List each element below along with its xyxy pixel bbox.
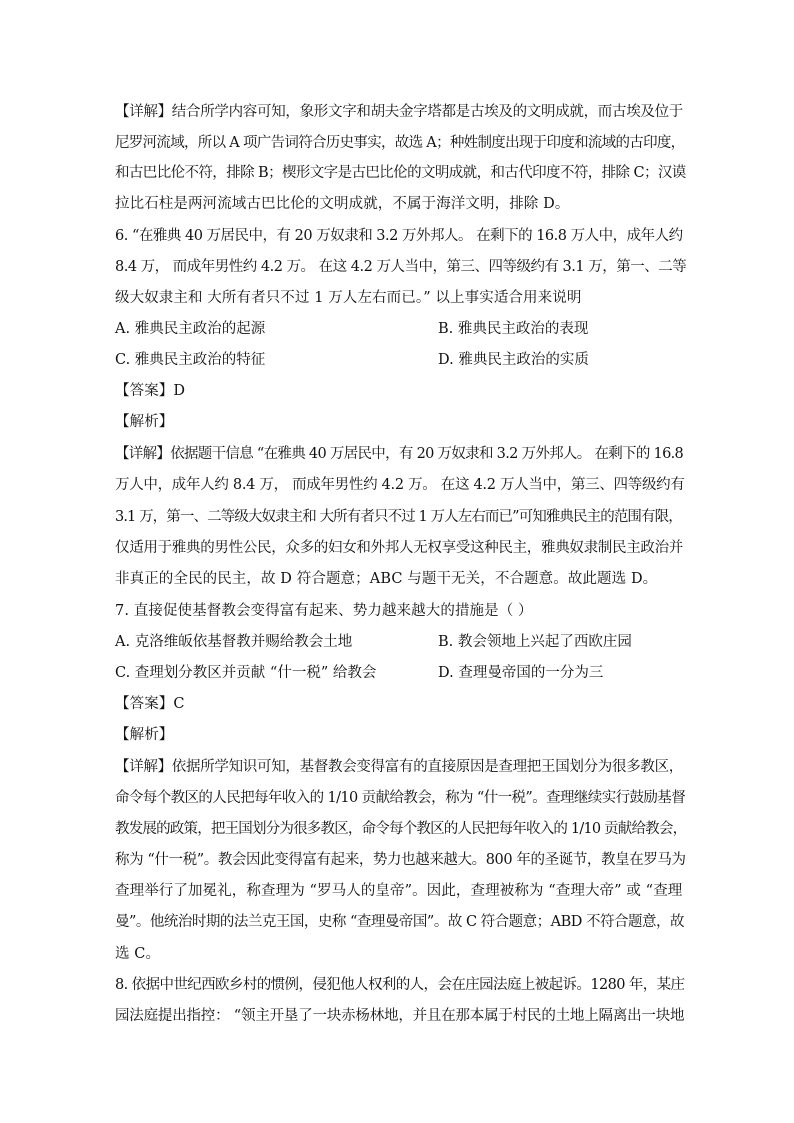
q7-detail-line-4: 称为 “什一税”。教会因此变得富有起来，势力也越来越大。800 年的圣诞节，教皇在罗马为 [115,852,686,868]
q7-detail-line-3: 教发展的政策，把王国划分为很多教区，命令每个教区的人民把每年收入的 1/10 贡献给教会， [115,821,687,837]
q5-detail-line-4: 拉比石柱是两河流域古巴比伦的文明成就，不属于海洋文明，排除 D。 [115,196,570,212]
q6-option-c[interactable]: C. 雅典民主政治的特征 [115,352,266,368]
q6-option-a[interactable]: A. 雅典民主政治的起源 [115,321,266,337]
q7-answer: 【答案】C [115,696,185,712]
q7-option-b[interactable]: B. 教会领地上兴起了西欧庄园 [438,634,632,650]
q7-detail-line-1: 【详解】依据所学知识可知，基督教会变得富有的直接原因是查理把王国划分为很多教区， [115,759,683,775]
q5-detail-line-3: 和古巴比伦不符，排除 B；楔形文字是古巴比伦的文明成就，和古代印度不符，排除 C；汉谟 [115,165,686,181]
q7-detail-line-5: 查理举行了加冕礼，称查理为 “罗马人的皇帝”。因此，查理被称为 “查理大帝” 或 “查理 [115,883,683,899]
q6-detail-line-2: 万人中，成年人约 8.4 万， 而成年男性约 4.2 万。 在这 4.2 万人当中，第三、四等级约有 [115,477,685,493]
q6-detail-line-4: 仅适用于雅典的男性公民，众多的妇女和外邦人无权享受这种民主，雅典奴隶制民主政治并 [115,540,683,556]
q8-stem-line-2: 园法庭提出指控： “领主开垦了一块赤杨林地，并且在那本属于村民的土地上隔离出一块地 [115,1008,685,1024]
q6-detail-line-3: 3.1 万，第一、二等级大奴隶主和 大所有者只不过 1 万人左右而已”可知雅典民主的范围有限， [115,509,682,525]
q7-option-c[interactable]: C. 查理划分教区并贡献 “什一税” 给教会 [115,665,377,681]
q7-analysis-label: 【解析】 [115,727,174,743]
q6-stem-line-2: 8.4 万， 而成年男性约 4.2 万。 在这 4.2 万人当中，第三、四等级约有 3.1 万，第一、二等 [115,259,687,275]
q7-detail-line-2: 命令每个教区的人民把每年收入的 1/10 贡献给教会，称为 “什一税”。查理继续实行鼓励基督 [115,790,686,806]
q5-detail-line-2: 尼罗河流域，所以 A 项广告词符合历史事实，故选 A；种姓制度出现于印度和流域的古印度， [115,135,685,151]
q6-stem-line-3: 级大奴隶主和 大所有者只不过 1 万人左右而已。” 以上事实适合用来说明 [115,290,582,306]
q6-option-d[interactable]: D. 雅典民主政治的实质 [438,352,589,368]
q6-answer: 【答案】D [115,383,186,399]
q7-detail-line-7: 选 C。 [115,946,161,962]
q6-option-b[interactable]: B. 雅典民主政治的表现 [438,321,589,337]
q6-detail-line-1: 【详解】依据题干信息 “在雅典 40 万居民中，有 20 万奴隶和 3.2 万外邦人。 在剩下的 16.8 [115,446,684,462]
q7-detail-line-6: 曼”。他统治时期的法兰克王国，史称 “查理曼帝国”。故 C 符合题意；ABD 不符合题意，故 [115,914,685,930]
q8-stem-line-1: 8. 依据中世纪西欧乡村的惯例，侵犯他人权利的人，会在庄园法庭上被起诉。1280 年，某庄 [115,977,685,993]
q6-stem-line-1: 6. “在雅典 40 万居民中，有 20 万奴隶和 3.2 万外邦人。 在剩下的 16.8 万人中，成年人约 [115,228,683,244]
q6-detail-line-5: 非真正的全民的民主，故 D 符合题意；ABC 与题干无关，不合题意。故此题选 D。 [115,571,658,587]
q7-stem: 7. 直接促使基督教会变得富有起来、势力越来越大的措施是（ ） [115,603,533,619]
q5-detail-line-1: 【详解】结合所学内容可知，象形文字和胡夫金字塔都是古埃及的文明成就，而古埃及位于 [115,104,683,120]
q6-analysis-label: 【解析】 [115,414,174,430]
q7-option-d[interactable]: D. 查理曼帝国的一分为三 [438,665,604,681]
q7-option-a[interactable]: A. 克洛维皈依基督教并赐给教会土地 [115,634,353,650]
